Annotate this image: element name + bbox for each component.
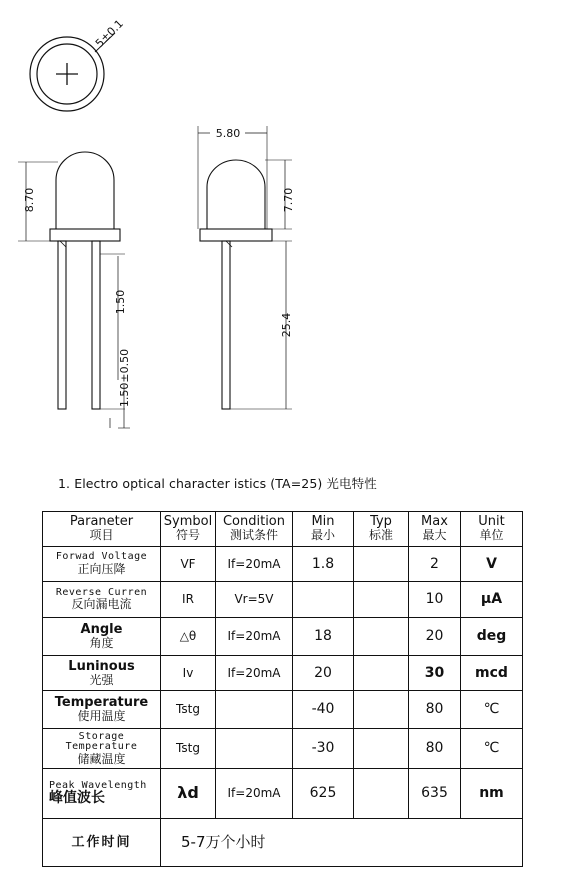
- header-max: Max 最大: [409, 512, 461, 547]
- unit-cell: V: [461, 547, 523, 582]
- work-time-value: 5-7万个小时: [161, 819, 523, 867]
- typ-cell: [354, 729, 409, 769]
- header-parameter: Paraneter 项目: [43, 512, 161, 547]
- table-row: [43, 729, 523, 769]
- symbol-cell: Iv: [161, 656, 216, 691]
- table-header-row: [43, 512, 523, 547]
- unit-cell: deg: [461, 618, 523, 656]
- max-cell: 635: [409, 769, 461, 819]
- unit-cell: ℃: [461, 729, 523, 769]
- dim-body-width: 5.80: [215, 127, 241, 140]
- condition-cell: If=20mA: [216, 547, 293, 582]
- condition-cell: If=20mA: [216, 769, 293, 819]
- min-cell: 18: [293, 618, 354, 656]
- symbol-cell: Tstg: [161, 729, 216, 769]
- unit-cell: ℃: [461, 691, 523, 729]
- work-time-label: 工作时间: [43, 819, 161, 867]
- section-title: 1. Electro optical character istics (TA=25) 光电特性: [58, 476, 377, 491]
- typ-cell: [354, 769, 409, 819]
- condition-cell: Vr=5V: [216, 582, 293, 618]
- dim-total-height: 8.70: [23, 187, 36, 213]
- param-name: Temperature 使用温度: [43, 691, 161, 729]
- min-cell: -40: [293, 691, 354, 729]
- max-cell: 2: [409, 547, 461, 582]
- param-name: Peak Wavelength 峰值波长: [43, 769, 161, 819]
- header-condition: Condition 测试条件: [216, 512, 293, 547]
- condition-cell: [216, 729, 293, 769]
- table-row: [43, 618, 523, 656]
- spec-table: [42, 511, 523, 867]
- table-row: [43, 547, 523, 582]
- header-typ: Typ 标准: [354, 512, 409, 547]
- dim-lead-tol: 1.50±0.50: [118, 348, 131, 408]
- max-cell: 20: [409, 618, 461, 656]
- dim-body-height: 7.70: [282, 187, 295, 213]
- max-cell: 10: [409, 582, 461, 618]
- symbol-cell: VF: [161, 547, 216, 582]
- param-name: Storage Temperature 储藏温度: [43, 729, 161, 769]
- unit-cell: mcd: [461, 656, 523, 691]
- condition-cell: If=20mA: [216, 618, 293, 656]
- dim-lead-length: 25.4: [280, 312, 293, 338]
- work-time-row: [43, 819, 523, 867]
- min-cell: 1.8: [293, 547, 354, 582]
- condition-cell: [216, 691, 293, 729]
- min-cell: 625: [293, 769, 354, 819]
- max-cell: 80: [409, 691, 461, 729]
- header-unit: Unit 单位: [461, 512, 523, 547]
- param-name: Luninous 光强: [43, 656, 161, 691]
- symbol-cell: λd: [161, 769, 216, 819]
- header-symbol: Symbol 符号: [161, 512, 216, 547]
- table-row: [43, 769, 523, 819]
- typ-cell: [354, 582, 409, 618]
- header-min: Min 最小: [293, 512, 354, 547]
- typ-cell: [354, 618, 409, 656]
- min-cell: [293, 582, 354, 618]
- typ-cell: [354, 656, 409, 691]
- symbol-cell: △θ: [161, 618, 216, 656]
- condition-cell: If=20mA: [216, 656, 293, 691]
- param-name: Angle 角度: [43, 618, 161, 656]
- dim-top-dia: 5±0.1: [92, 17, 126, 51]
- symbol-cell: Tstg: [161, 691, 216, 729]
- right-view: [198, 126, 292, 409]
- max-cell: 80: [409, 729, 461, 769]
- param-name: Forwad Voltage 正向压降: [43, 547, 161, 582]
- table-row: [43, 656, 523, 691]
- table-row: [43, 691, 523, 729]
- min-cell: 20: [293, 656, 354, 691]
- typ-cell: [354, 691, 409, 729]
- min-cell: -30: [293, 729, 354, 769]
- unit-cell: μA: [461, 582, 523, 618]
- unit-cell: nm: [461, 769, 523, 819]
- param-name: Reverse Curren 反向漏电流: [43, 582, 161, 618]
- table-row: [43, 582, 523, 618]
- dim-lead-gap: 1.50: [114, 289, 127, 315]
- symbol-cell: IR: [161, 582, 216, 618]
- typ-cell: [354, 547, 409, 582]
- max-cell: 30: [409, 656, 461, 691]
